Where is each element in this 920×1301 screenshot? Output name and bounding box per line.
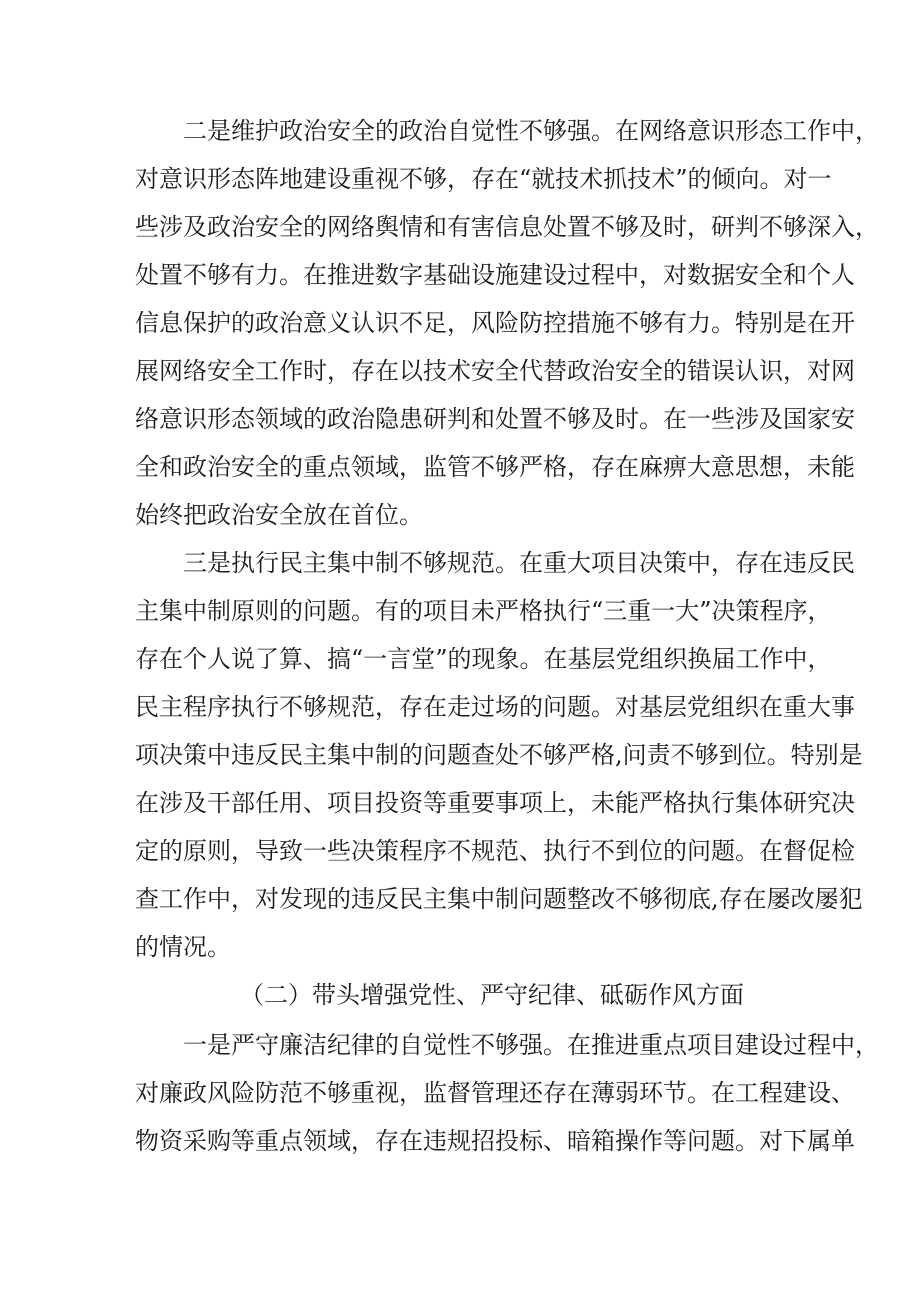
section-heading: （二）带头增强党性、严守纪律、砥砺作风方面 xyxy=(240,981,744,1009)
text-line: 对意识形态阵地建设重视不够，存在“就技术抓技术”的倾向。对一 xyxy=(135,165,832,193)
text-line: 展网络安全工作时，存在以技术安全代替政治安全的错误认识，对网 xyxy=(135,357,855,385)
text-line: 始终把政治安全放在首位。 xyxy=(135,501,423,529)
text-line: 项决策中违反民主集中制的问题查处不够严格,问责不够到位。特别是 xyxy=(135,741,863,769)
text-line: 处置不够有力。在推进数字基础设施建设过程中，对数据安全和个人 xyxy=(135,261,855,289)
text-line: 物资采购等重点领域，存在违规招投标、暗箱操作等问题。对下属单 xyxy=(135,1127,855,1155)
text-line: 查工作中，对发现的违反民主集中制问题整改不够彻底,存在屡改屡犯 xyxy=(135,885,863,913)
text-line: 一是严守廉洁纪律的自觉性不够强。在推进重点项目建设过程中， xyxy=(183,1031,879,1059)
text-line: 民主程序执行不够规范，存在走过场的问题。对基层党组织在重大事 xyxy=(135,693,855,721)
text-line: 的情况。 xyxy=(135,933,231,961)
text-line: 主集中制原则的问题。有的项目未严格执行“三重一大”决策程序， xyxy=(135,597,832,625)
text-line: 三是执行民主集中制不够规范。在重大项目决策中，存在违反民 xyxy=(183,549,855,577)
text-line: 在涉及干部任用、项目投资等重要事项上，未能严格执行集体研究决 xyxy=(135,789,855,817)
text-line: 信息保护的政治意义认识不足，风险防控措施不够有力。特别是在开 xyxy=(135,309,855,337)
text-line: 定的原则，导致一些决策程序不规范、执行不到位的问题。在督促检 xyxy=(135,837,855,865)
text-line: 些涉及政治安全的网络舆情和有害信息处置不够及时，研判不够深入， xyxy=(135,213,879,241)
text-line: 全和政治安全的重点领域，监管不够严格，存在麻痹大意思想，未能 xyxy=(135,453,855,481)
text-line: 二是维护政治安全的政治自觉性不够强。在网络意识形态工作中， xyxy=(183,117,879,145)
text-line: 存在个人说了算、搞“一言堂”的现象。在基层党组织换届工作中， xyxy=(135,645,832,673)
text-line: 络意识形态领域的政治隐患研判和处置不够及时。在一些涉及国家安 xyxy=(135,405,855,433)
text-line: 对廉政风险防范不够重视，监督管理还存在薄弱环节。在工程建设、 xyxy=(135,1079,855,1107)
